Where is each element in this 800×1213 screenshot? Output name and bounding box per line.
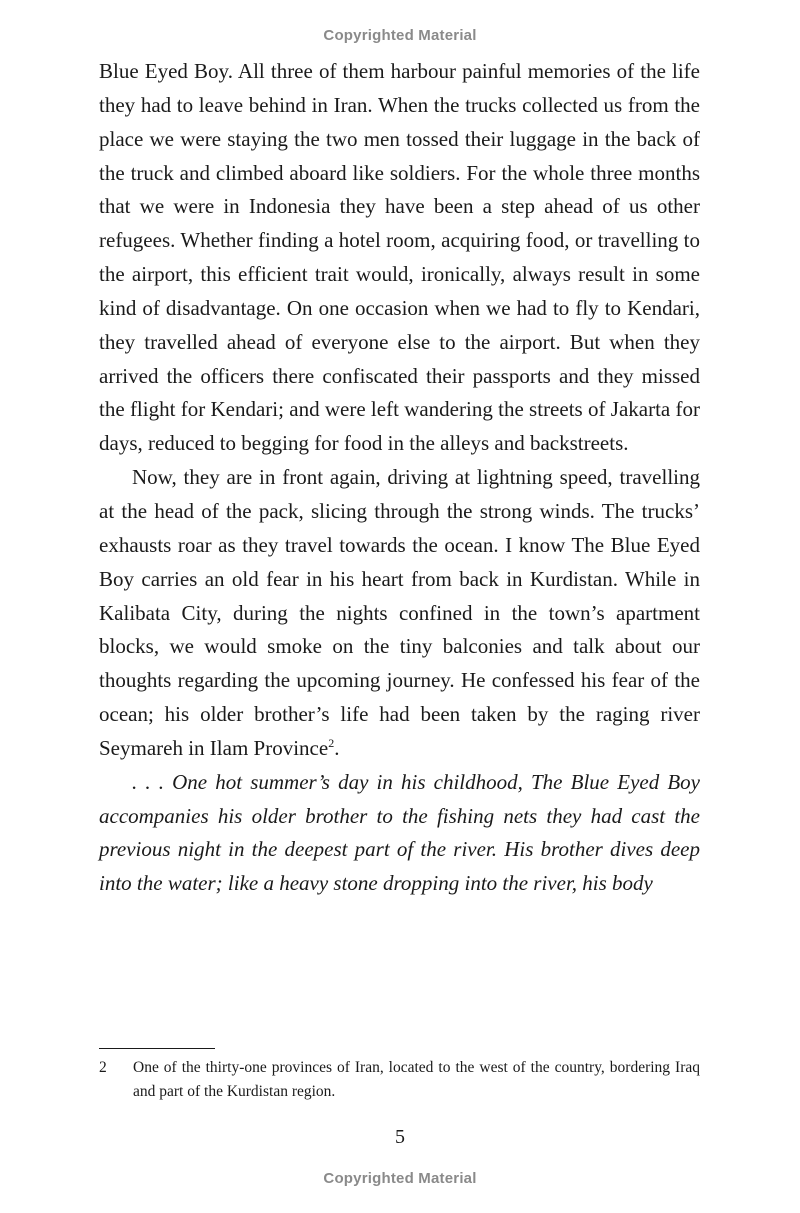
paragraph-1: Blue Eyed Boy. All three of them harbour painful memories of the life they had to leave behind in Iran. When the trucks collected us from the place we were staying the two men tossed their luggage in the back of the truck and climbed aboard like soldiers. For the whole three months that we were in Indonesia they have been a step ahead of us other refugees. Whether finding a hotel room, acquiring food, or travelling to the airport, this efficient trait would, ironically, always result in some kind of disadvantage. On one occasion when we had to fly to Kendari, they travelled ahead of everyone else to the airport. But when they arrived the officers there confiscated their passports and they missed the flight for Kendari; and were left wandering the streets of Jakarta for days, reduced to begging for food in the alleys and backstreets.	[99, 59, 700, 456]
paragraph-2	[99, 461, 700, 766]
footnote-text: One of the thirty-one provinces of Iran, located to the west of the country, bordering Iraq and part of the Kurdistan region.	[133, 1059, 700, 1100]
paragraph-2-end: .	[334, 735, 340, 760]
page-number: 5	[395, 1126, 405, 1148]
paragraph-2-text: Now, they are in front again, driving at lightning speed, travelling at the head of the pack, slicing through the strong winds. The trucks’ exhausts roar as they travel towards the ocean. I know The Blue Eyed Boy carries an old fear in his heart from back in Kurdistan. While in Kalibata City, during the nights confined in the town’s apartment blocks, we would smoke on the tiny balconies and talk about our thoughts regarding the upcoming journey. He confessed his fear of the ocean; his older brother’s life had been taken by the raging river Seymareh in Ilam Province	[99, 465, 700, 760]
copyright-watermark-top: Copyrighted Material	[323, 27, 477, 44]
footnote-reference[interactable]: 2	[328, 735, 335, 750]
footnote	[99, 1056, 700, 1104]
body-text	[99, 55, 700, 901]
footnote-number: 2	[99, 1059, 107, 1076]
copyright-watermark-bottom: Copyrighted Material	[323, 1170, 477, 1187]
paragraph-3-italic: . . . One hot summer’s day in his childhood, The Blue Eyed Boy accompanies his older brother to the fishing nets they had cast the previous night in the deepest part of the river. His brother dives deep into the water; like a heavy stone dropping into the river, his body	[99, 769, 700, 896]
footnote-divider	[99, 1048, 215, 1049]
